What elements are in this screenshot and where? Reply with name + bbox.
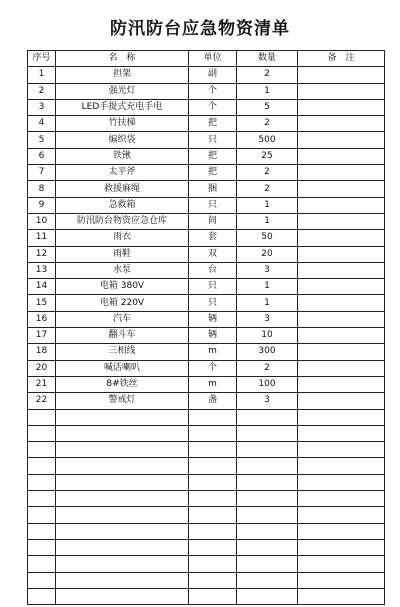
cell-qty: 25 — [237, 148, 298, 164]
cell-seq: 11 — [28, 230, 56, 246]
cell-name: 雨衣 — [56, 230, 189, 246]
table-row — [28, 507, 385, 523]
cell-name — [56, 507, 189, 523]
cell-note — [298, 393, 385, 409]
cell-unit — [189, 588, 237, 604]
cell-note — [298, 376, 385, 392]
table-row — [28, 572, 385, 588]
table-row — [28, 295, 385, 311]
table-row — [28, 523, 385, 539]
cell-name: 竹扶梯 — [56, 116, 189, 132]
table-row — [28, 442, 385, 458]
cell-unit: 个 — [189, 99, 237, 115]
cell-unit — [189, 442, 237, 458]
cell-seq: 3 — [28, 99, 56, 115]
cell-name: 太平斧 — [56, 165, 189, 181]
cell-seq: 10 — [28, 213, 56, 229]
cell-qty — [237, 458, 298, 474]
cell-name: 翻斗车 — [56, 328, 189, 344]
cell-seq — [28, 572, 56, 588]
cell-qty: 2 — [237, 181, 298, 197]
cell-note — [298, 213, 385, 229]
cell-unit: 副 — [189, 67, 237, 83]
cell-note — [298, 230, 385, 246]
cell-name — [56, 442, 189, 458]
cell-qty — [237, 539, 298, 555]
table-row — [28, 393, 385, 409]
inventory-table — [27, 50, 385, 605]
cell-unit: 套 — [189, 230, 237, 246]
cell-note — [298, 523, 385, 539]
cell-unit: 台 — [189, 262, 237, 278]
cell-name: 汽车 — [56, 311, 189, 327]
table-row — [28, 311, 385, 327]
cell-seq: 20 — [28, 360, 56, 376]
table-row — [28, 491, 385, 507]
cell-name: LED手提式充电手电 — [56, 99, 189, 115]
cell-name: 水泵 — [56, 262, 189, 278]
table-row — [28, 99, 385, 115]
table-row — [28, 556, 385, 572]
header-note: 备 注 — [298, 51, 385, 67]
header-unit: 单位 — [189, 51, 237, 67]
cell-seq — [28, 523, 56, 539]
cell-qty: 1 — [237, 213, 298, 229]
cell-seq — [28, 442, 56, 458]
cell-qty: 3 — [237, 393, 298, 409]
cell-seq — [28, 409, 56, 425]
cell-seq: 12 — [28, 246, 56, 262]
cell-note — [298, 539, 385, 555]
cell-seq — [28, 458, 56, 474]
cell-qty: 10 — [237, 328, 298, 344]
cell-unit: 捆 — [189, 181, 237, 197]
cell-name: 编织袋 — [56, 132, 189, 148]
cell-qty: 2 — [237, 360, 298, 376]
table-row — [28, 344, 385, 360]
cell-name: 强光灯 — [56, 83, 189, 99]
cell-unit — [189, 474, 237, 490]
cell-name — [56, 572, 189, 588]
cell-unit — [189, 409, 237, 425]
cell-qty: 2 — [237, 67, 298, 83]
cell-unit — [189, 491, 237, 507]
cell-unit: 把 — [189, 148, 237, 164]
cell-seq: 8 — [28, 181, 56, 197]
cell-name — [56, 474, 189, 490]
cell-note — [298, 425, 385, 441]
cell-qty: 20 — [237, 246, 298, 262]
cell-seq: 15 — [28, 295, 56, 311]
cell-note — [298, 442, 385, 458]
cell-unit — [189, 425, 237, 441]
cell-note — [298, 507, 385, 523]
table-row — [28, 458, 385, 474]
table-row — [28, 116, 385, 132]
table-row — [28, 360, 385, 376]
cell-seq: 2 — [28, 83, 56, 99]
cell-unit — [189, 458, 237, 474]
cell-name: 防汛防台物资应急仓库 — [56, 213, 189, 229]
cell-note — [298, 83, 385, 99]
cell-unit — [189, 523, 237, 539]
cell-unit: 辆 — [189, 328, 237, 344]
cell-note — [298, 67, 385, 83]
cell-seq: 1 — [28, 67, 56, 83]
cell-qty — [237, 425, 298, 441]
cell-name: 担架 — [56, 67, 189, 83]
cell-seq — [28, 425, 56, 441]
cell-note — [298, 295, 385, 311]
cell-name — [56, 588, 189, 604]
cell-qty: 2 — [237, 165, 298, 181]
cell-note — [298, 311, 385, 327]
cell-qty — [237, 409, 298, 425]
cell-qty: 3 — [237, 311, 298, 327]
cell-unit: 间 — [189, 213, 237, 229]
cell-seq — [28, 474, 56, 490]
cell-note — [298, 409, 385, 425]
cell-qty — [237, 442, 298, 458]
cell-note — [298, 262, 385, 278]
cell-qty — [237, 491, 298, 507]
table-row — [28, 165, 385, 181]
cell-note — [298, 279, 385, 295]
cell-seq: 18 — [28, 344, 56, 360]
cell-seq: 22 — [28, 393, 56, 409]
table-row — [28, 181, 385, 197]
cell-seq — [28, 491, 56, 507]
cell-seq: 16 — [28, 311, 56, 327]
cell-seq — [28, 588, 56, 604]
cell-unit: 双 — [189, 246, 237, 262]
cell-unit: 只 — [189, 279, 237, 295]
cell-note — [298, 328, 385, 344]
table-row — [28, 328, 385, 344]
cell-note — [298, 360, 385, 376]
table-row — [28, 213, 385, 229]
cell-seq — [28, 507, 56, 523]
table-row — [28, 197, 385, 213]
cell-seq: 14 — [28, 279, 56, 295]
cell-note — [298, 246, 385, 262]
cell-qty: 1 — [237, 295, 298, 311]
cell-name — [56, 425, 189, 441]
cell-unit: 个 — [189, 83, 237, 99]
cell-unit: 把 — [189, 165, 237, 181]
cell-seq: 17 — [28, 328, 56, 344]
cell-name: 三相线 — [56, 344, 189, 360]
cell-qty: 500 — [237, 132, 298, 148]
cell-seq: 7 — [28, 165, 56, 181]
cell-qty — [237, 474, 298, 490]
cell-qty: 50 — [237, 230, 298, 246]
cell-name: 电箱 220V — [56, 295, 189, 311]
cell-name: 急救箱 — [56, 197, 189, 213]
cell-name: 雨鞋 — [56, 246, 189, 262]
cell-unit: 只 — [189, 132, 237, 148]
cell-qty: 1 — [237, 279, 298, 295]
cell-note — [298, 556, 385, 572]
cell-seq: 13 — [28, 262, 56, 278]
cell-name — [56, 491, 189, 507]
cell-name: 喊话喇叭 — [56, 360, 189, 376]
cell-name — [56, 539, 189, 555]
cell-qty: 1 — [237, 83, 298, 99]
cell-note — [298, 197, 385, 213]
header-seq: 序号 — [28, 51, 56, 67]
cell-note — [298, 132, 385, 148]
cell-name: 电箱 380V — [56, 279, 189, 295]
cell-seq: 4 — [28, 116, 56, 132]
cell-unit: 辆 — [189, 311, 237, 327]
cell-unit — [189, 539, 237, 555]
cell-unit: m — [189, 376, 237, 392]
table-row — [28, 262, 385, 278]
cell-qty — [237, 556, 298, 572]
cell-unit: 只 — [189, 197, 237, 213]
cell-qty — [237, 572, 298, 588]
cell-note — [298, 474, 385, 490]
document-title: 防汛防台应急物资清单 — [110, 19, 290, 39]
cell-qty: 5 — [237, 99, 298, 115]
cell-note — [298, 148, 385, 164]
cell-qty: 2 — [237, 116, 298, 132]
cell-seq: 6 — [28, 148, 56, 164]
cell-unit: 个 — [189, 360, 237, 376]
header-qty: 数量 — [237, 51, 298, 67]
cell-unit: m — [189, 344, 237, 360]
cell-name — [56, 409, 189, 425]
table-body — [28, 67, 385, 605]
header-name: 名 称 — [56, 51, 189, 67]
cell-name: 8#铁丝 — [56, 376, 189, 392]
cell-qty — [237, 523, 298, 539]
cell-qty — [237, 507, 298, 523]
table-row — [28, 132, 385, 148]
cell-qty: 100 — [237, 376, 298, 392]
cell-note — [298, 116, 385, 132]
cell-unit — [189, 507, 237, 523]
cell-qty: 3 — [237, 262, 298, 278]
cell-note — [298, 99, 385, 115]
cell-seq: 21 — [28, 376, 56, 392]
table-row — [28, 246, 385, 262]
cell-name: 铁锹 — [56, 148, 189, 164]
cell-name — [56, 523, 189, 539]
cell-note — [298, 572, 385, 588]
table-row — [28, 230, 385, 246]
table-header-row — [28, 51, 385, 67]
cell-note — [298, 165, 385, 181]
cell-name — [56, 458, 189, 474]
cell-seq: 5 — [28, 132, 56, 148]
cell-seq — [28, 556, 56, 572]
table-row — [28, 409, 385, 425]
cell-note — [298, 344, 385, 360]
table-row — [28, 425, 385, 441]
table-row — [28, 588, 385, 604]
cell-qty: 300 — [237, 344, 298, 360]
table-row — [28, 279, 385, 295]
table-row — [28, 148, 385, 164]
cell-name: 救援麻绳 — [56, 181, 189, 197]
cell-seq — [28, 539, 56, 555]
cell-note — [298, 491, 385, 507]
cell-note — [298, 181, 385, 197]
cell-unit — [189, 572, 237, 588]
cell-qty — [237, 588, 298, 604]
cell-seq: 9 — [28, 197, 56, 213]
cell-name: 警戒灯 — [56, 393, 189, 409]
cell-note — [298, 458, 385, 474]
table-row — [28, 539, 385, 555]
table-row — [28, 474, 385, 490]
table-row — [28, 67, 385, 83]
cell-unit: 把 — [189, 116, 237, 132]
cell-unit — [189, 556, 237, 572]
cell-note — [298, 588, 385, 604]
table-row — [28, 376, 385, 392]
cell-qty: 1 — [237, 197, 298, 213]
cell-name — [56, 556, 189, 572]
cell-unit: 盏 — [189, 393, 237, 409]
table-row — [28, 83, 385, 99]
cell-unit: 只 — [189, 295, 237, 311]
